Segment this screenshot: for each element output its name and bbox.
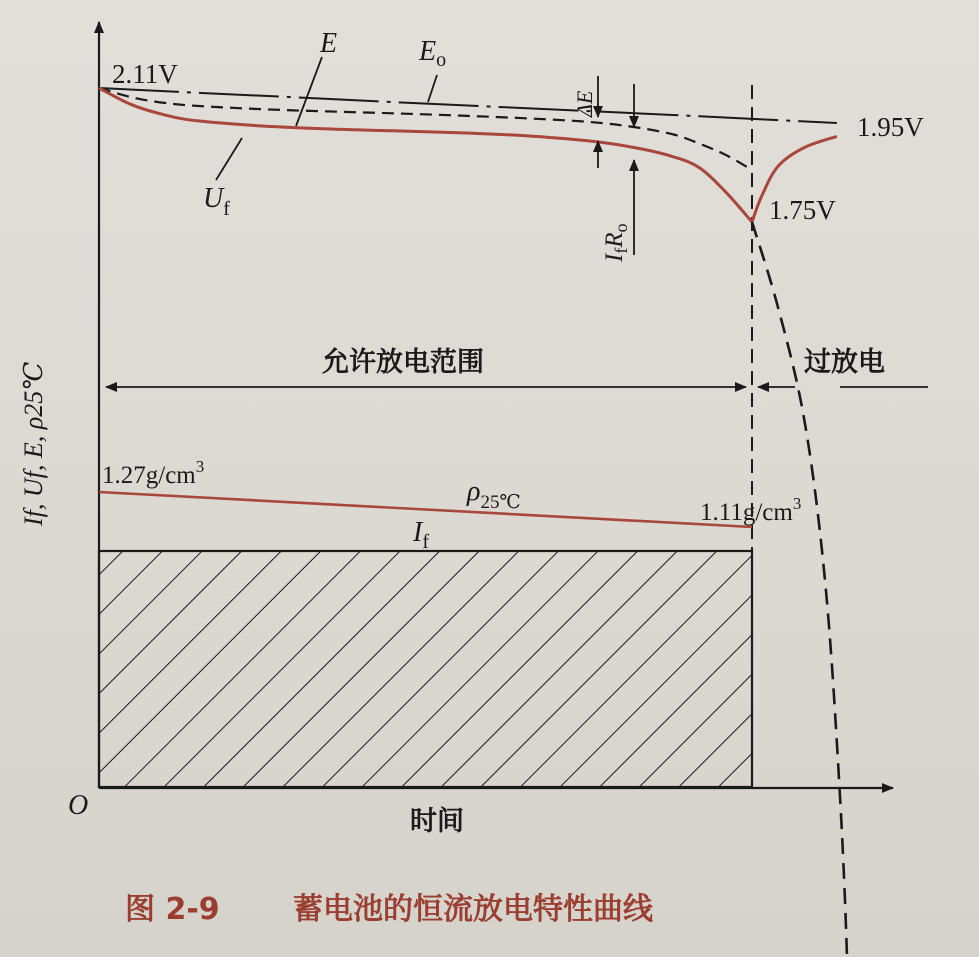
- open-circuit-voltage-eo-line: [99, 88, 837, 123]
- electrolyte-density-line: [99, 492, 752, 527]
- start-voltage-label: 2.11V: [112, 59, 178, 89]
- rest-voltage-label: 1.95V: [857, 112, 924, 142]
- delta-e-label: ΔE: [572, 90, 597, 117]
- chart-title: 蓄电池的恒流放电特性曲线: [293, 892, 653, 927]
- leader-e: [296, 57, 322, 126]
- figure-number: 图 2-9: [125, 892, 220, 927]
- end-voltage-label: 1.75V: [769, 195, 836, 225]
- origin-label: O: [68, 790, 89, 821]
- end-density-label: $1.11g/cm^3$: [700, 494, 802, 526]
- e-curve-label: E: [320, 28, 338, 59]
- ifro-label: $I_fR_o$: [601, 223, 631, 262]
- density-line-label: $\rho_{25℃}$: [467, 476, 521, 513]
- leader-uf: [216, 138, 242, 180]
- terminal-voltage-uf-curve: [99, 88, 752, 222]
- uf-curve-label: $U_f$: [203, 183, 230, 220]
- over-discharge-dashed-curve: [752, 222, 853, 957]
- start-density-label: $1.27g/cm^3$: [102, 457, 205, 489]
- current-if-hatched-area: [99, 551, 752, 787]
- x-axis-label: 时间: [410, 806, 464, 837]
- eo-line-label: $E_o$: [419, 36, 447, 71]
- y-axis-label: If, Uf, E, ρ25℃: [19, 361, 48, 526]
- over-discharge-label: 过放电: [804, 347, 885, 378]
- leader-eo: [428, 75, 437, 102]
- electromotive-force-e-curve: [99, 88, 752, 170]
- current-line-label: $I_f$: [413, 517, 429, 553]
- allowed-discharge-range-label: 允许放电范围: [322, 347, 484, 378]
